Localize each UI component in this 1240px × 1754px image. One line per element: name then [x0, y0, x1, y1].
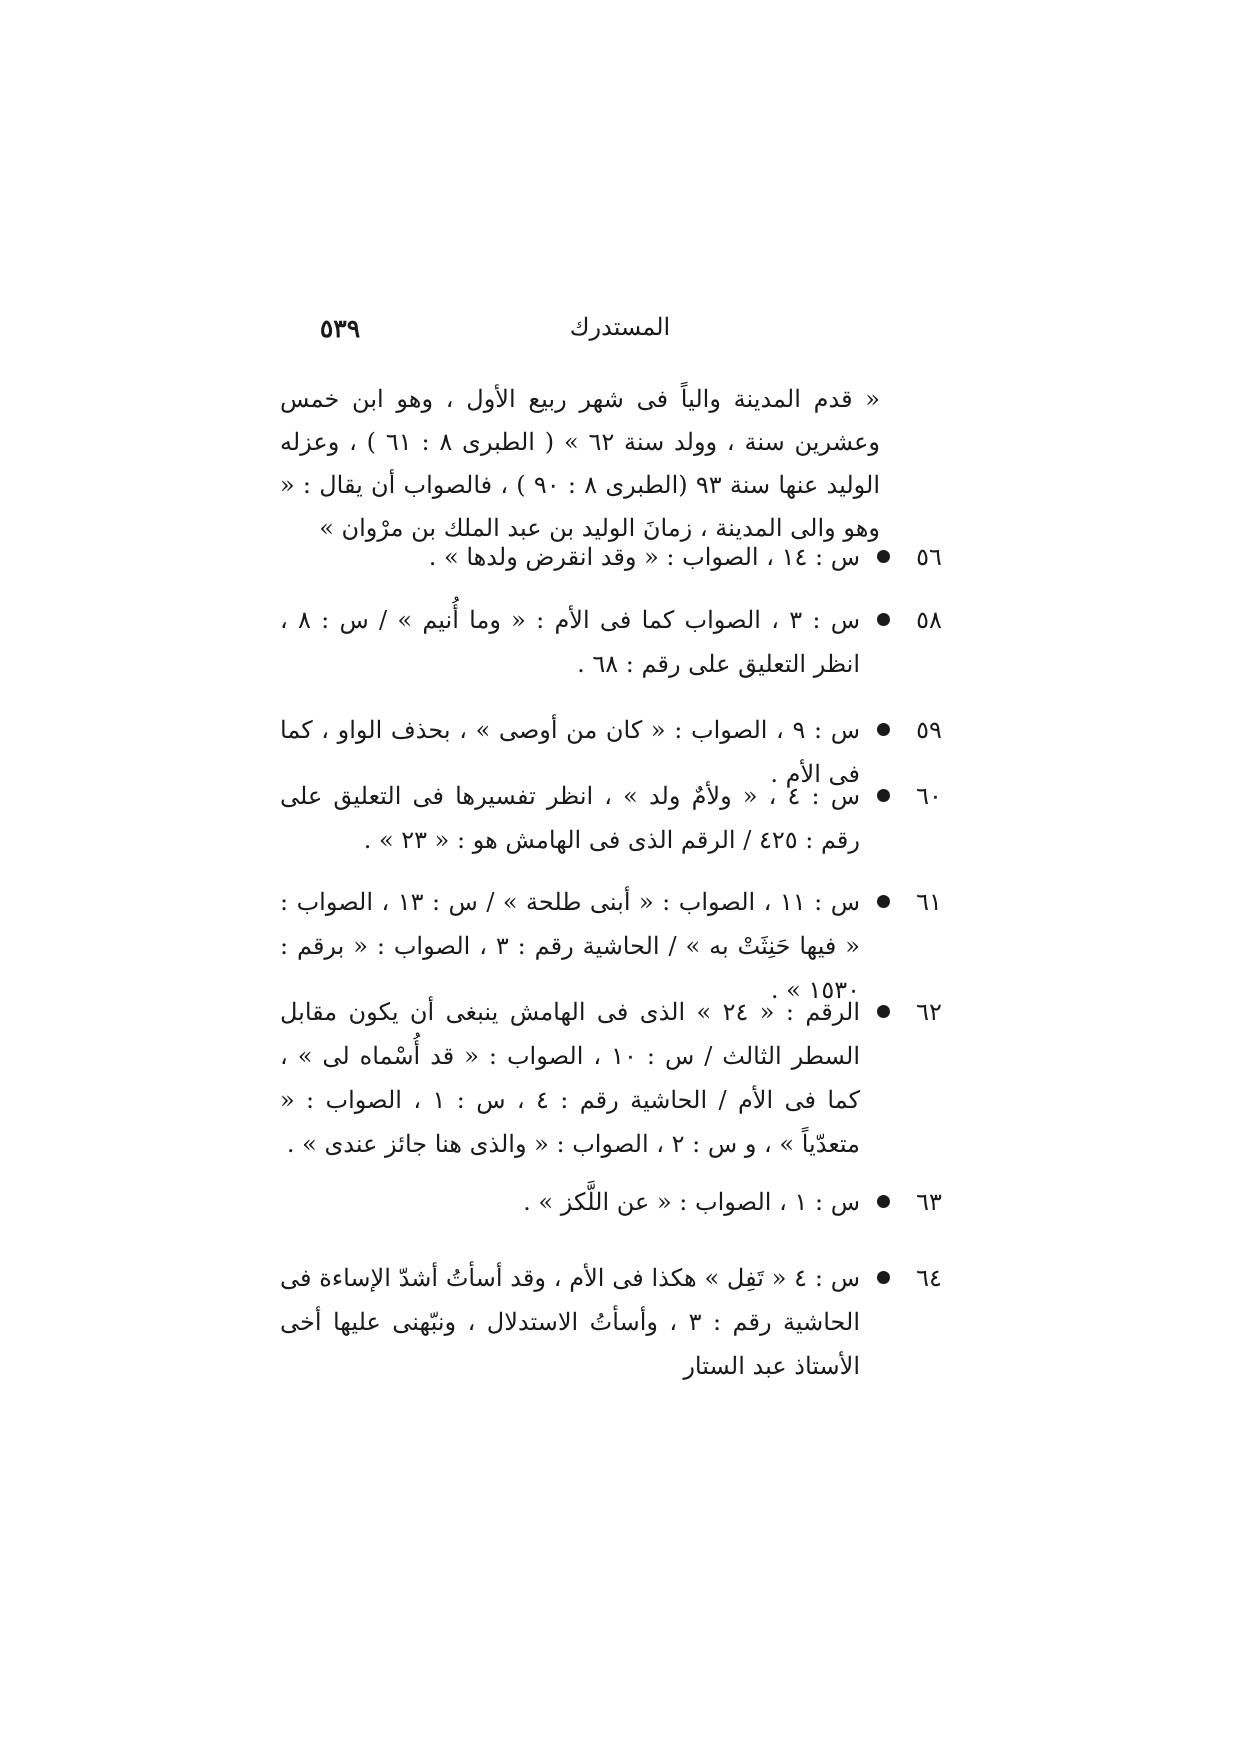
running-title: المستدرك	[569, 313, 671, 341]
bullet-icon	[877, 613, 890, 626]
entry-number: ٦٤	[916, 1264, 942, 1292]
continuation-paragraph: « قدم المدينة والياً فى شهر ربيع الأول ، وهو ابن خمس وعشرين سنة ، وولد سنة ٦٢ » ( الطبرى ٨ : ٦١ ) ، وعزله الوليد عنها سنة ٩٣ (الطبرى ٨ : ٩٠ ) ، فالصواب أن يقال : « وهو والى المدينة ، زمانَ الوليد بن عبد الملك بن مرْوان »	[280, 385, 881, 542]
bullet-icon	[877, 550, 890, 563]
entry-56	[280, 535, 950, 579]
entry-number: ٥٨	[916, 606, 942, 634]
entry-text: س : ٩ ، الصواب : « كان من أوصى » ، بحذف الواو ، كما فى الأم .	[280, 716, 860, 788]
entry-text: س : ٤ « تَفِل » هكذا فى الأم ، وقد أسأتُ أشدّ الإساءة فى الحاشية رقم : ٣ ، وأسأتُ الاستدلال ، ونبّهنى عليها أخى الأستاذ عبد الستار	[280, 1264, 861, 1380]
entry-text: س : ١١ ، الصواب : « أبنى طلحة » / س : ١٣ ، الصواب : « فيها حَنِثَتْ به » / الحاشية رقم : ٣ ، الصواب : « برقم : ١٥٣٠ » .	[280, 888, 860, 1004]
page-number: ٥٣٩	[319, 314, 361, 343]
entry-number: ٥٦	[916, 543, 942, 571]
entry-number: ٦٣	[916, 1188, 942, 1216]
entry-text: س : ١ ، الصواب : « عن اللَّكز » .	[523, 1188, 860, 1216]
entry-number: ٦٠	[916, 782, 942, 810]
bullet-icon	[877, 1271, 890, 1284]
entry-number: ٦٢	[916, 998, 942, 1026]
entry-number: ٦١	[916, 888, 942, 916]
entry-62	[280, 990, 950, 1166]
bullet-icon	[877, 1005, 890, 1018]
entry-text: س : ١٤ ، الصواب : « وقد انقرض ولدها » .	[428, 543, 860, 571]
entry-text: الرقم : « ٢٤ » الذى فى الهامش ينبغى أن يكون مقابل السطر الثالث / س : ١٠ ، الصواب : « قد أُسْماه لى » ، كما فى الأم / الحاشية رقم : ٤ ، س : ١ ، الصواب : « متعدّياً » ، و س : ٢ ، الصواب : « والذى هنا جائز عندى » .	[280, 998, 860, 1158]
entry-63	[280, 1180, 950, 1224]
bullet-icon	[877, 895, 890, 908]
bullet-icon	[877, 1195, 890, 1208]
entry-text: س : ٣ ، الصواب كما فى الأم : « وما أُنيم » / س : ٨ ، انظر التعليق على رقم : ٦٨ .	[280, 606, 861, 678]
bullet-icon	[877, 789, 890, 802]
entry-60	[280, 774, 950, 862]
bullet-icon	[877, 723, 890, 736]
entry-number: ٥٩	[916, 716, 942, 744]
entry-64	[280, 1256, 950, 1388]
entry-text: س : ٤ ، « ولأمٌ ولد » ، انظر تفسيرها فى التعليق على رقم : ٤٢٥ / الرقم الذى فى الهامش هو : « ٢٣ » .	[280, 782, 861, 854]
entry-58	[280, 598, 950, 686]
